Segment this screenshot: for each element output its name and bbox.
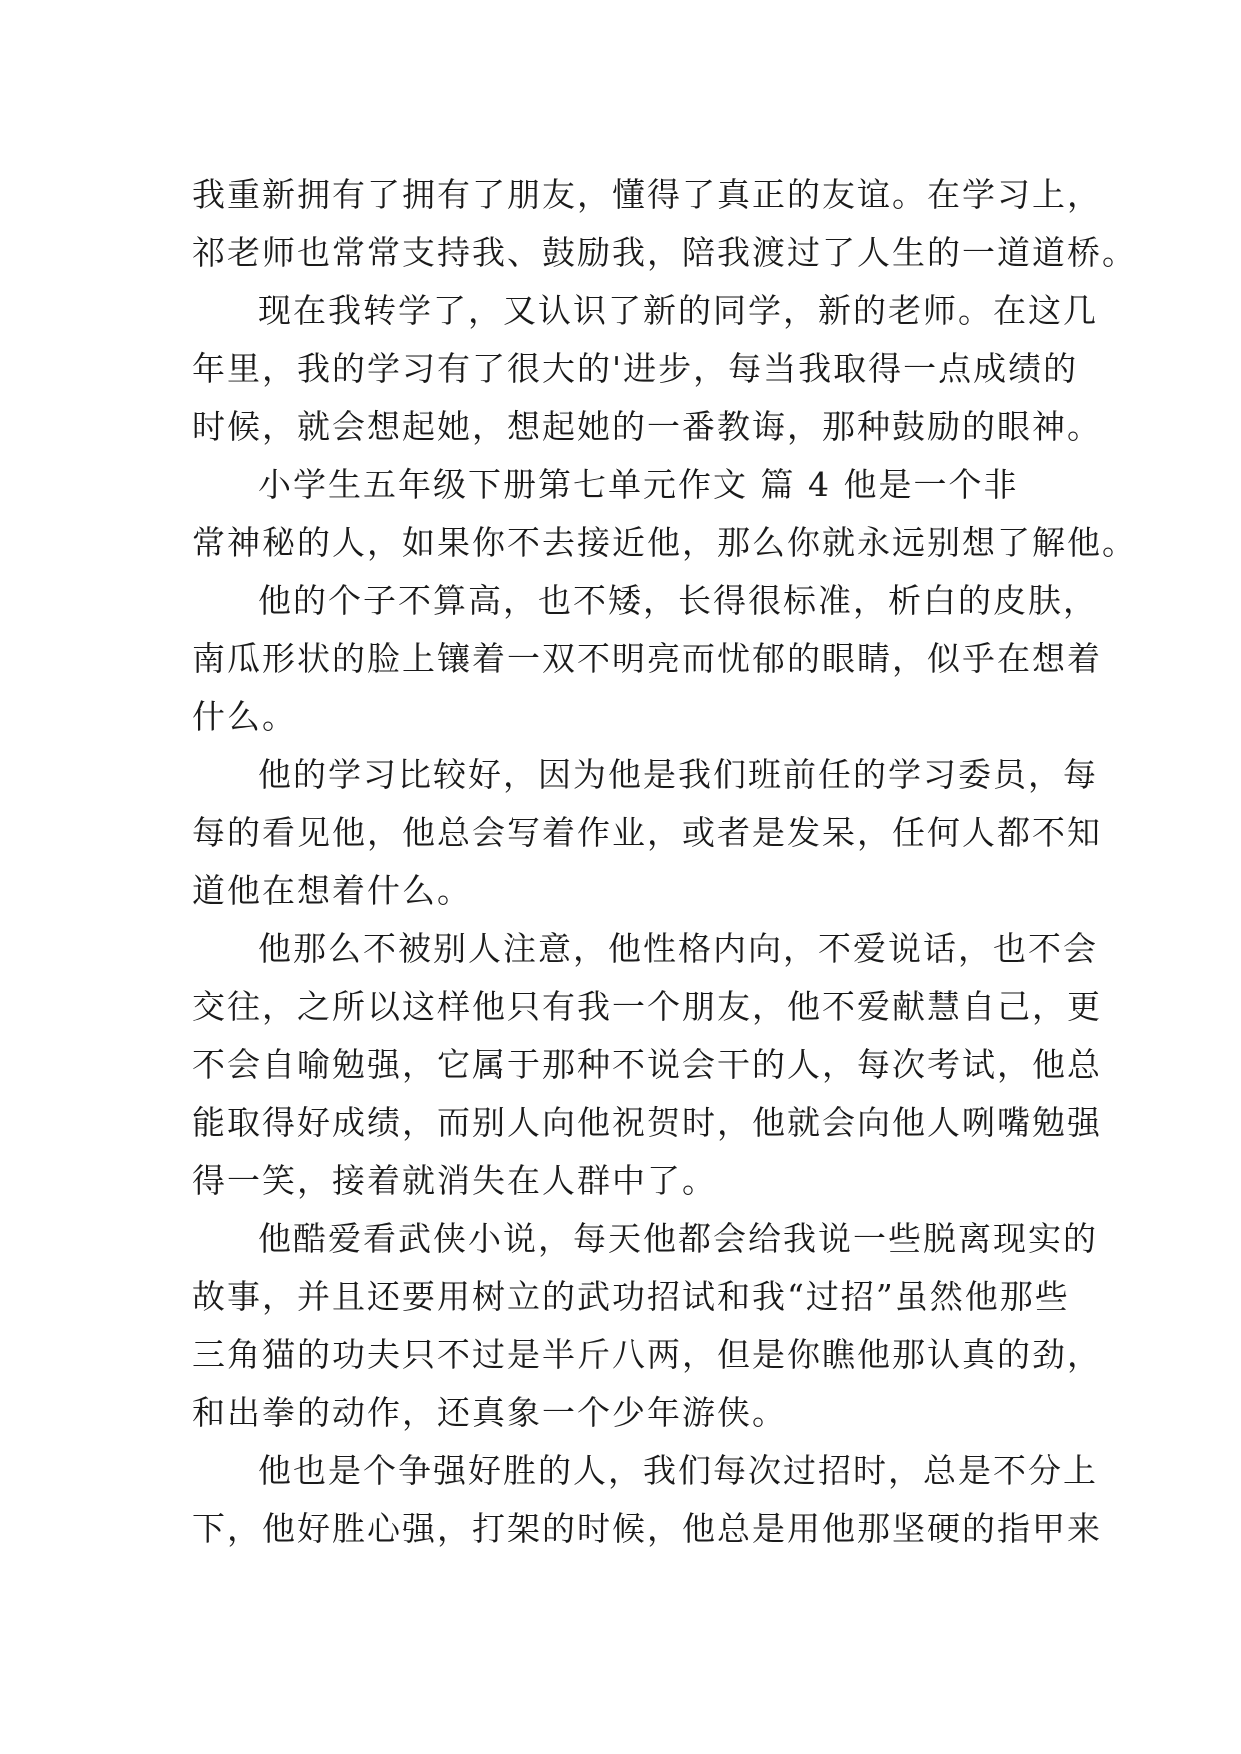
text-line: 常神秘的人，如果你不去接近他，那么你就永远别想了解他。 — [192, 523, 1137, 562]
text-line: 他那么不被别人注意，他性格内向，不爱说话，也不会 — [258, 929, 1098, 968]
text-line: 故事，并且还要用树立的武功招试和我“过招”虽然他那些 — [192, 1277, 1070, 1316]
text-line: 时候，就会想起她，想起她的一番教诲，那种鼓励的眼神。 — [192, 407, 1102, 446]
text-line: 他酷爱看武侠小说，每天他都会给我说一些脱离现实的 — [258, 1219, 1098, 1258]
text-line: 他的个子不算高，也不矮，长得很标准，析白的皮肤， — [258, 581, 1098, 620]
text-line: 下，他好胜心强，打架的时候，他总是用他那坚硬的指甲来 — [192, 1509, 1102, 1548]
text-line: 他的学习比较好，因为他是我们班前任的学习委员，每 — [258, 755, 1098, 794]
text-line: 道他在想着什么。 — [192, 871, 472, 910]
text-line: 他也是个争强好胜的人，我们每次过招时，总是不分上 — [258, 1451, 1098, 1490]
text-line: 和出拳的动作，还真象一个少年游侠。 — [192, 1393, 787, 1432]
text-line: 能取得好成绩，而别人向他祝贺时，他就会向他人咧嘴勉强 — [192, 1103, 1102, 1142]
text-line: 三角猫的功夫只不过是半斤八两，但是你瞧他那认真的劲， — [192, 1335, 1102, 1374]
text-line: 每的看见他，他总会写着作业，或者是发呆，任何人都不知 — [192, 813, 1102, 852]
text-line: 现在我转学了，又认识了新的同学，新的老师。在这几 — [258, 291, 1098, 330]
document-body — [192, 166, 1137, 1558]
text-line: 不会自喻勉强，它属于那种不说会干的人，每次考试，他总 — [192, 1045, 1102, 1084]
text-line: 我重新拥有了拥有了朋友，懂得了真正的友谊。在学习上， — [192, 175, 1102, 214]
text-line: 祁老师也常常支持我、鼓励我，陪我渡过了人生的一道道桥。 — [192, 233, 1137, 272]
text-line: 小学生五年级下册第七单元作文 篇 4 他是一个非 — [258, 465, 1019, 504]
text-line: 南瓜形状的脸上镶着一双不明亮而忧郁的眼睛，似乎在想着 — [192, 639, 1102, 678]
text-line: 得一笑，接着就消失在人群中了。 — [192, 1161, 717, 1200]
text-line: 什么。 — [192, 697, 297, 736]
text-line: 交往，之所以这样他只有我一个朋友，他不爱献慧自己，更 — [192, 987, 1102, 1026]
text-line: 年里，我的学习有了很大的'进步，每当我取得一点成绩的 — [192, 349, 1079, 388]
